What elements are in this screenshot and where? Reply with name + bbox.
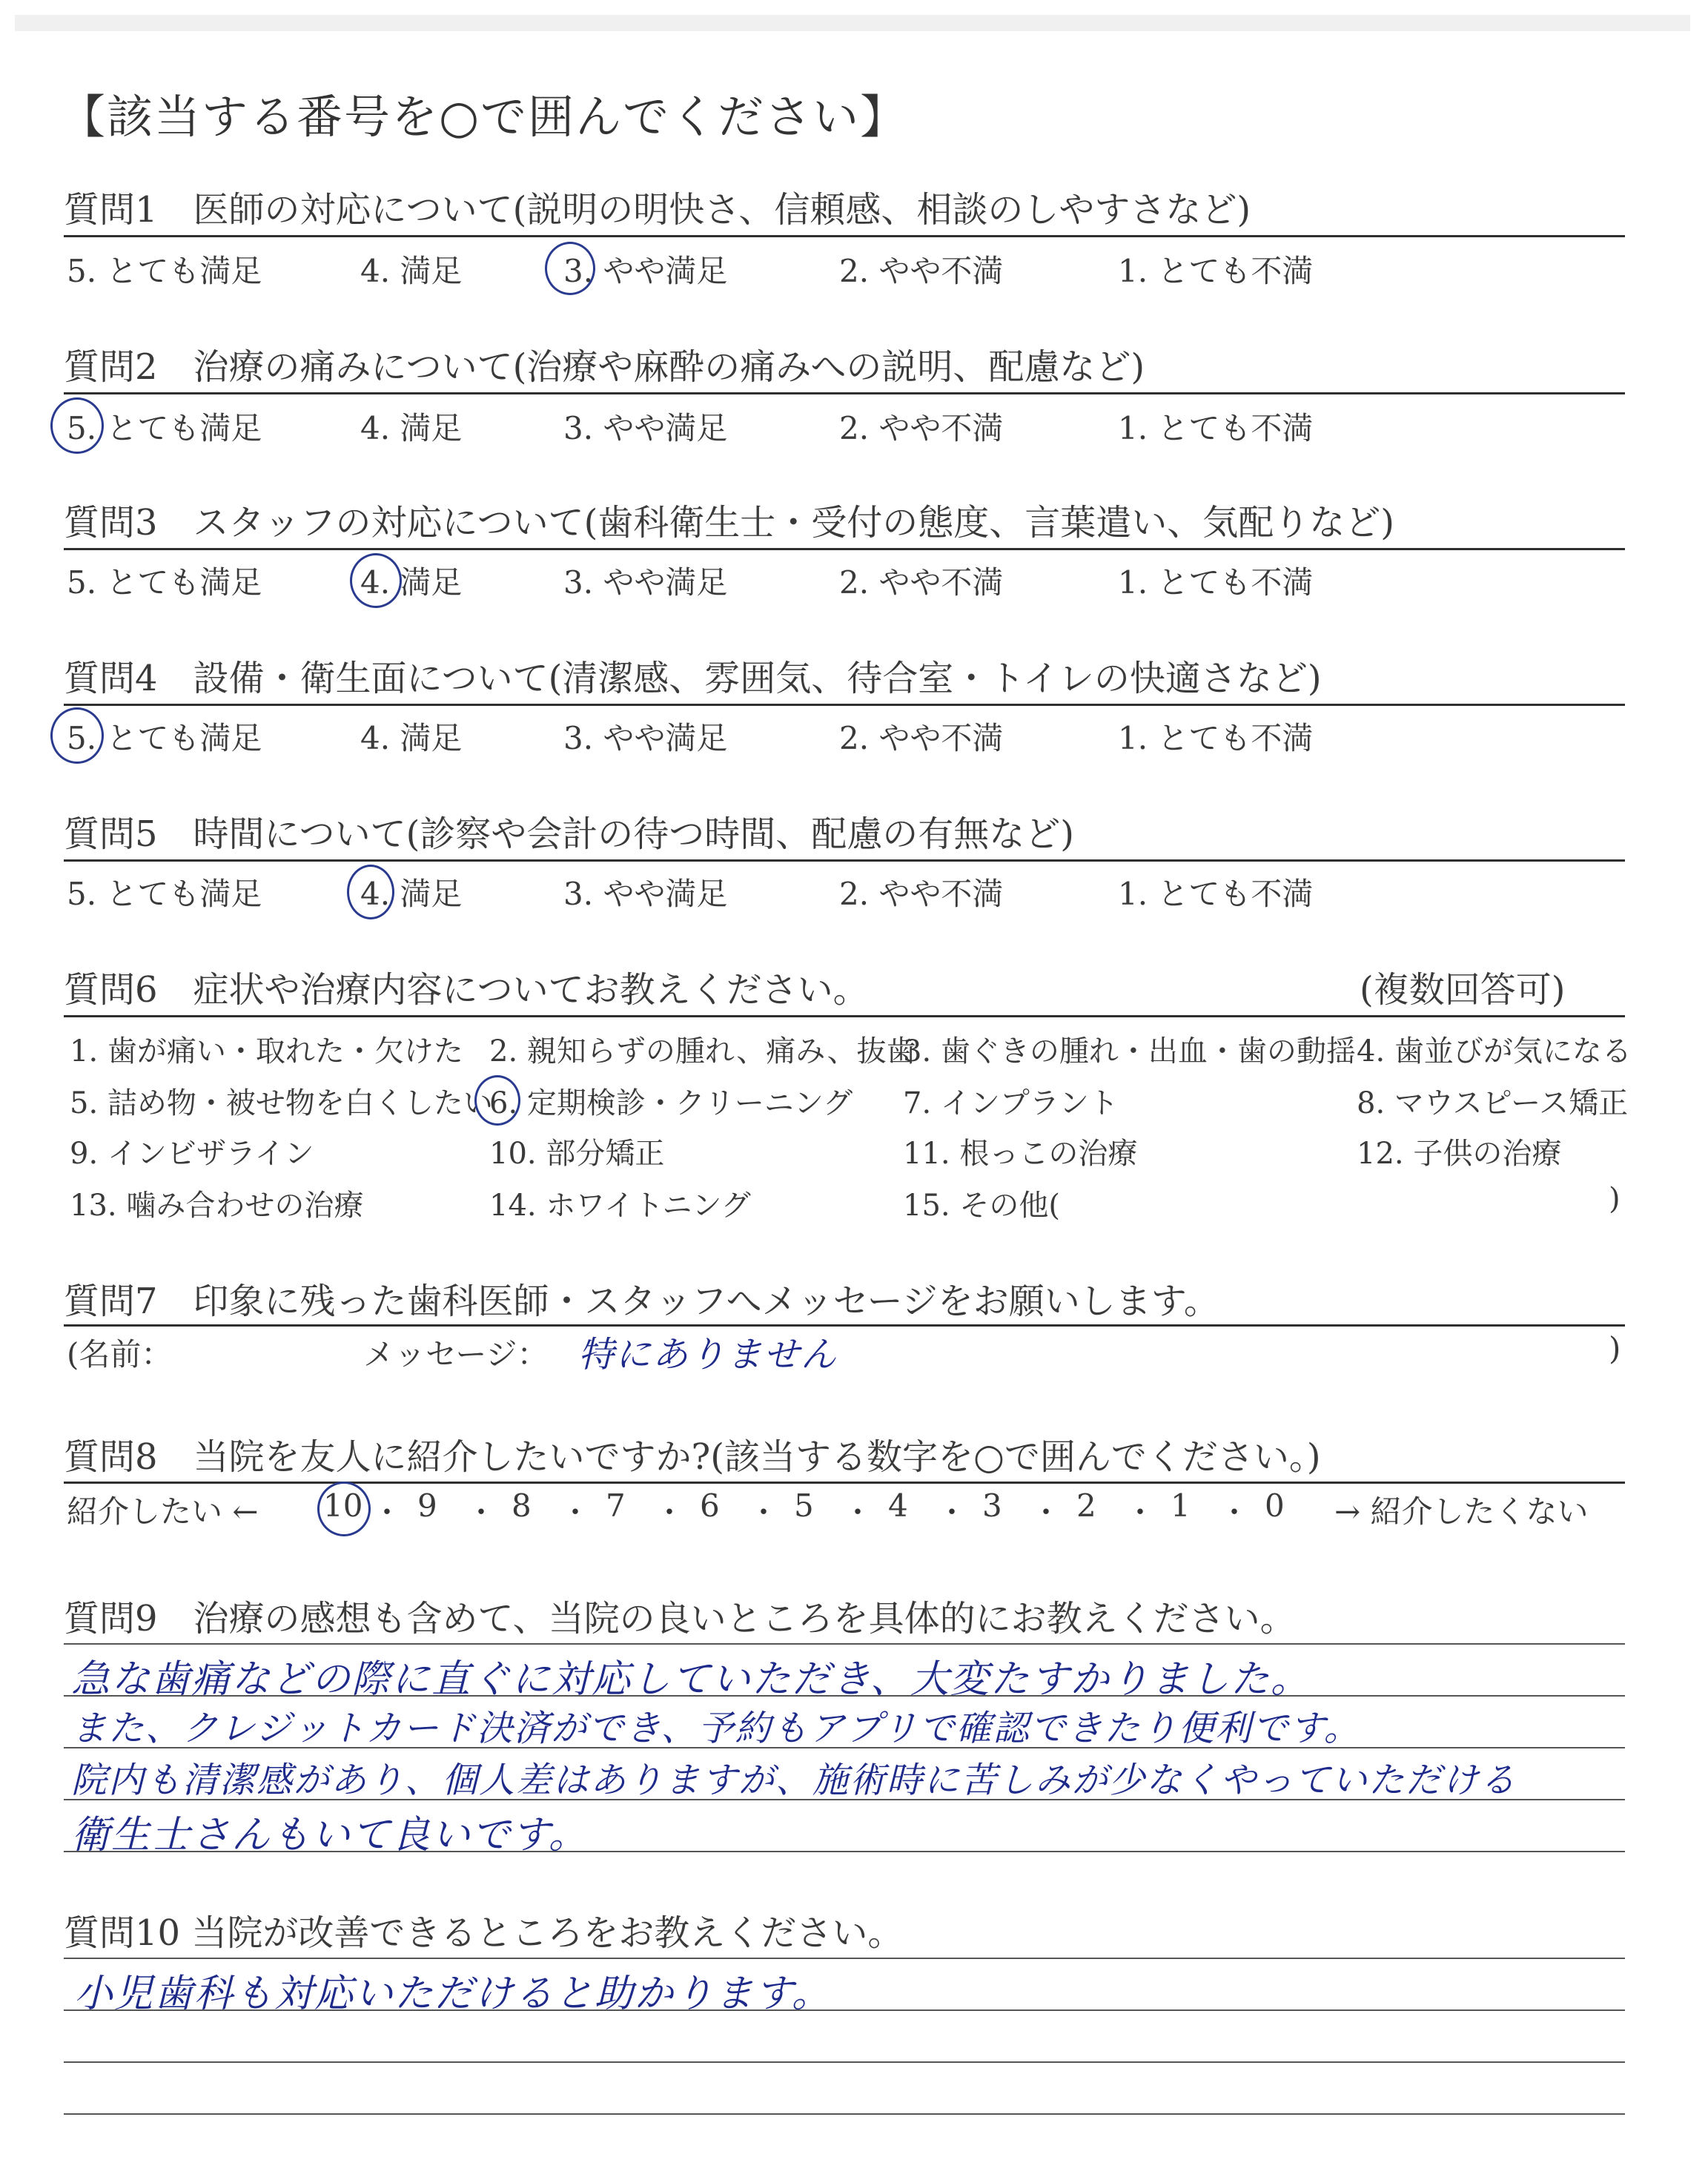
q3-rule [64, 548, 1625, 550]
q6-item-15[interactable]: 15. その他( [903, 1189, 1060, 1223]
q4-selection-circle [50, 707, 104, 764]
q8-scale-0[interactable]: 0 [1265, 1487, 1285, 1524]
q4-title: 質問4 設備・衛生面について(清潔感、雰囲気、待合室・トイレの快適さなど) [64, 658, 1322, 699]
q6-note: (複数回答可) [1360, 969, 1566, 1011]
q6-item-7[interactable]: 7. インプラント [903, 1086, 1119, 1120]
q1-option-2[interactable]: 2. やや不満 [839, 253, 1004, 289]
q6-selection-circle [474, 1075, 520, 1126]
q6-item-10[interactable]: 10. 部分矯正 [489, 1137, 665, 1171]
q10-answer-line-1[interactable]: 小児歯科も対応いただけると助かります。 [74, 1972, 832, 2016]
q9-answer-line-4[interactable]: 衛生士さんもいて良いです。 [71, 1813, 589, 1857]
q2-title: 質問2 治療の痛みについて(治療や麻酔の痛みへの説明、配慮など) [64, 346, 1145, 388]
q8-scale-separator: ・ [655, 1496, 684, 1530]
page-header: 【該当する番号を○で囲んでください】 [59, 90, 908, 144]
q1-option-5[interactable]: 5. とても満足 [67, 253, 262, 289]
q6-title: 質問6 症状や治療内容についてお教えください。 [64, 969, 869, 1011]
q1-option-3[interactable]: 3. やや満足 [563, 253, 728, 289]
q3-option-3[interactable]: 3. やや満足 [563, 564, 728, 601]
q10-rule-3 [64, 2113, 1625, 2115]
q1-title: 質問1 医師の対応について(説明の明快さ、信頼感、相談のしやすさなど) [64, 189, 1251, 231]
q8-scale-separator: ・ [749, 1496, 778, 1530]
q4-option-1[interactable]: 1. とても不満 [1118, 720, 1314, 756]
q6-item-13[interactable]: 13. 噛み合わせの治療 [70, 1189, 364, 1223]
q5-option-5[interactable]: 5. とても満足 [67, 876, 262, 912]
q8-scale-9[interactable]: 9 [417, 1487, 437, 1524]
q2-option-4[interactable]: 4. 満足 [360, 410, 463, 446]
q5-option-2[interactable]: 2. やや不満 [839, 876, 1004, 912]
q2-option-3[interactable]: 3. やや満足 [563, 410, 728, 446]
q8-scale-separator: ・ [1031, 1496, 1061, 1530]
q7-message-handwritten[interactable]: 特にありません [578, 1334, 838, 1375]
q8-scale-1[interactable]: 1 [1171, 1487, 1191, 1524]
q5-rule [64, 859, 1625, 862]
q8-scale-separator: ・ [1125, 1496, 1155, 1530]
q3-selection-circle [350, 553, 402, 608]
q1-option-4[interactable]: 4. 満足 [360, 253, 463, 289]
q8-rule [64, 1482, 1625, 1484]
q6-item-3[interactable]: 3. 歯ぐきの腫れ・出血・歯の動揺 [903, 1034, 1356, 1069]
q6-item-12[interactable]: 12. 子供の治療 [1357, 1137, 1562, 1171]
q5-title: 質問5 時間について(診察や会計の待つ時間、配慮の有無など) [64, 813, 1075, 855]
q4-option-3[interactable]: 3. やや満足 [563, 720, 728, 756]
q4-option-5[interactable]: 5. とても満足 [67, 720, 262, 756]
q8-scale-10[interactable]: 10 [323, 1487, 363, 1524]
q7-name-label: (名前： [67, 1336, 173, 1373]
q6-item-1[interactable]: 1. 歯が痛い・取れた・欠けた [70, 1034, 463, 1069]
q5-option-1[interactable]: 1. とても不満 [1118, 876, 1314, 912]
q8-scale-separator: ・ [843, 1496, 873, 1530]
q8-scale-separator: ・ [466, 1496, 496, 1530]
q9-answer-line-2[interactable]: また、クレジットカード決済ができ、予約もアプリで確認できたり便利です。 [71, 1708, 1361, 1749]
q6-rule [64, 1015, 1625, 1017]
q8-right-label: → 紹介したくない [1334, 1493, 1589, 1530]
q7-rule [64, 1324, 1625, 1327]
q3-option-4[interactable]: 4. 満足 [360, 564, 463, 601]
q8-scale-2[interactable]: 2 [1076, 1487, 1096, 1524]
q1-selection-circle [545, 242, 595, 295]
q6-item-9[interactable]: 9. インビザライン [70, 1137, 314, 1171]
q4-rule [64, 704, 1625, 706]
q2-option-2[interactable]: 2. やや不満 [839, 410, 1004, 446]
q10-title: 質問10 当院が改善できるところをお教えください。 [64, 1912, 904, 1954]
q8-scale-separator: ・ [560, 1496, 590, 1530]
q8-scale-5[interactable]: 5 [794, 1487, 814, 1524]
q10-rule-2 [64, 2061, 1625, 2063]
q5-selection-circle [347, 865, 394, 919]
q8-scale-separator: ・ [372, 1496, 402, 1530]
q4-option-4[interactable]: 4. 満足 [360, 720, 463, 756]
q1-rule [64, 235, 1625, 237]
q7-title: 質問7 印象に残った歯科医師・スタッフへメッセージをお願いします。 [64, 1281, 1219, 1322]
q9-rule-0 [64, 1643, 1625, 1645]
q8-scale-3[interactable]: 3 [982, 1487, 1002, 1524]
q6-item-14[interactable]: 14. ホワイトニング [489, 1189, 751, 1223]
q6-item-5[interactable]: 5. 詰め物・被せ物を白くしたい [70, 1086, 493, 1120]
q3-title: 質問3 スタッフの対応について(歯科衛生士・受付の態度、言葉遣い、気配りなど) [64, 502, 1395, 544]
q5-option-4[interactable]: 4. 満足 [360, 876, 463, 912]
q8-selection-circle [317, 1482, 371, 1536]
q9-answer-line-1[interactable]: 急な歯痛などの際に直ぐに対応していただき、大変たすかりました。 [71, 1657, 1311, 1702]
q6-other-close: ) [1609, 1182, 1621, 1216]
q10-rule-0 [64, 1958, 1625, 1959]
q8-scale-separator: ・ [1219, 1496, 1249, 1530]
q6-item-11[interactable]: 11. 根っこの治療 [903, 1137, 1138, 1171]
q7-message-label: メッセージ： [363, 1336, 549, 1373]
q7-close-paren: ) [1609, 1330, 1621, 1367]
q8-scale-8[interactable]: 8 [512, 1487, 532, 1524]
q6-item-4[interactable]: 4. 歯並びが気になる [1357, 1034, 1632, 1069]
q1-option-1[interactable]: 1. とても不満 [1118, 253, 1314, 289]
q5-option-3[interactable]: 3. やや満足 [563, 876, 728, 912]
q8-scale-6[interactable]: 6 [700, 1487, 720, 1524]
q6-item-6[interactable]: 6. 定期検診・クリーニング [489, 1086, 853, 1120]
q9-title: 質問9 治療の感想も含めて、当院の良いところを具体的にお教えください。 [64, 1598, 1296, 1639]
q2-rule [64, 392, 1625, 394]
q9-answer-line-3[interactable]: 院内も清潔感があり、個人差はありますが、施術時に苦しみが少なくやっていただける [71, 1760, 1517, 1801]
q8-scale-separator: ・ [937, 1496, 967, 1530]
q8-left-label: 紹介したい ← [67, 1493, 259, 1530]
q8-scale-7[interactable]: 7 [606, 1487, 626, 1524]
q4-option-2[interactable]: 2. やや不満 [839, 720, 1004, 756]
q2-option-5[interactable]: 5. とても満足 [67, 410, 262, 446]
q6-item-8[interactable]: 8. マウスピース矯正 [1357, 1086, 1629, 1120]
q8-title: 質問8 当院を友人に紹介したいですか?(該当する数字を○で囲んでください。) [64, 1436, 1321, 1478]
q6-item-2[interactable]: 2. 親知らずの腫れ、痛み、抜歯 [489, 1034, 916, 1069]
q3-option-2[interactable]: 2. やや不満 [839, 564, 1004, 601]
scan-edge [15, 15, 1690, 31]
q2-selection-circle [50, 397, 104, 454]
q2-option-1[interactable]: 1. とても不満 [1118, 410, 1314, 446]
q3-option-5[interactable]: 5. とても満足 [67, 564, 262, 601]
q8-scale-4[interactable]: 4 [888, 1487, 908, 1524]
q3-option-1[interactable]: 1. とても不満 [1118, 564, 1314, 601]
